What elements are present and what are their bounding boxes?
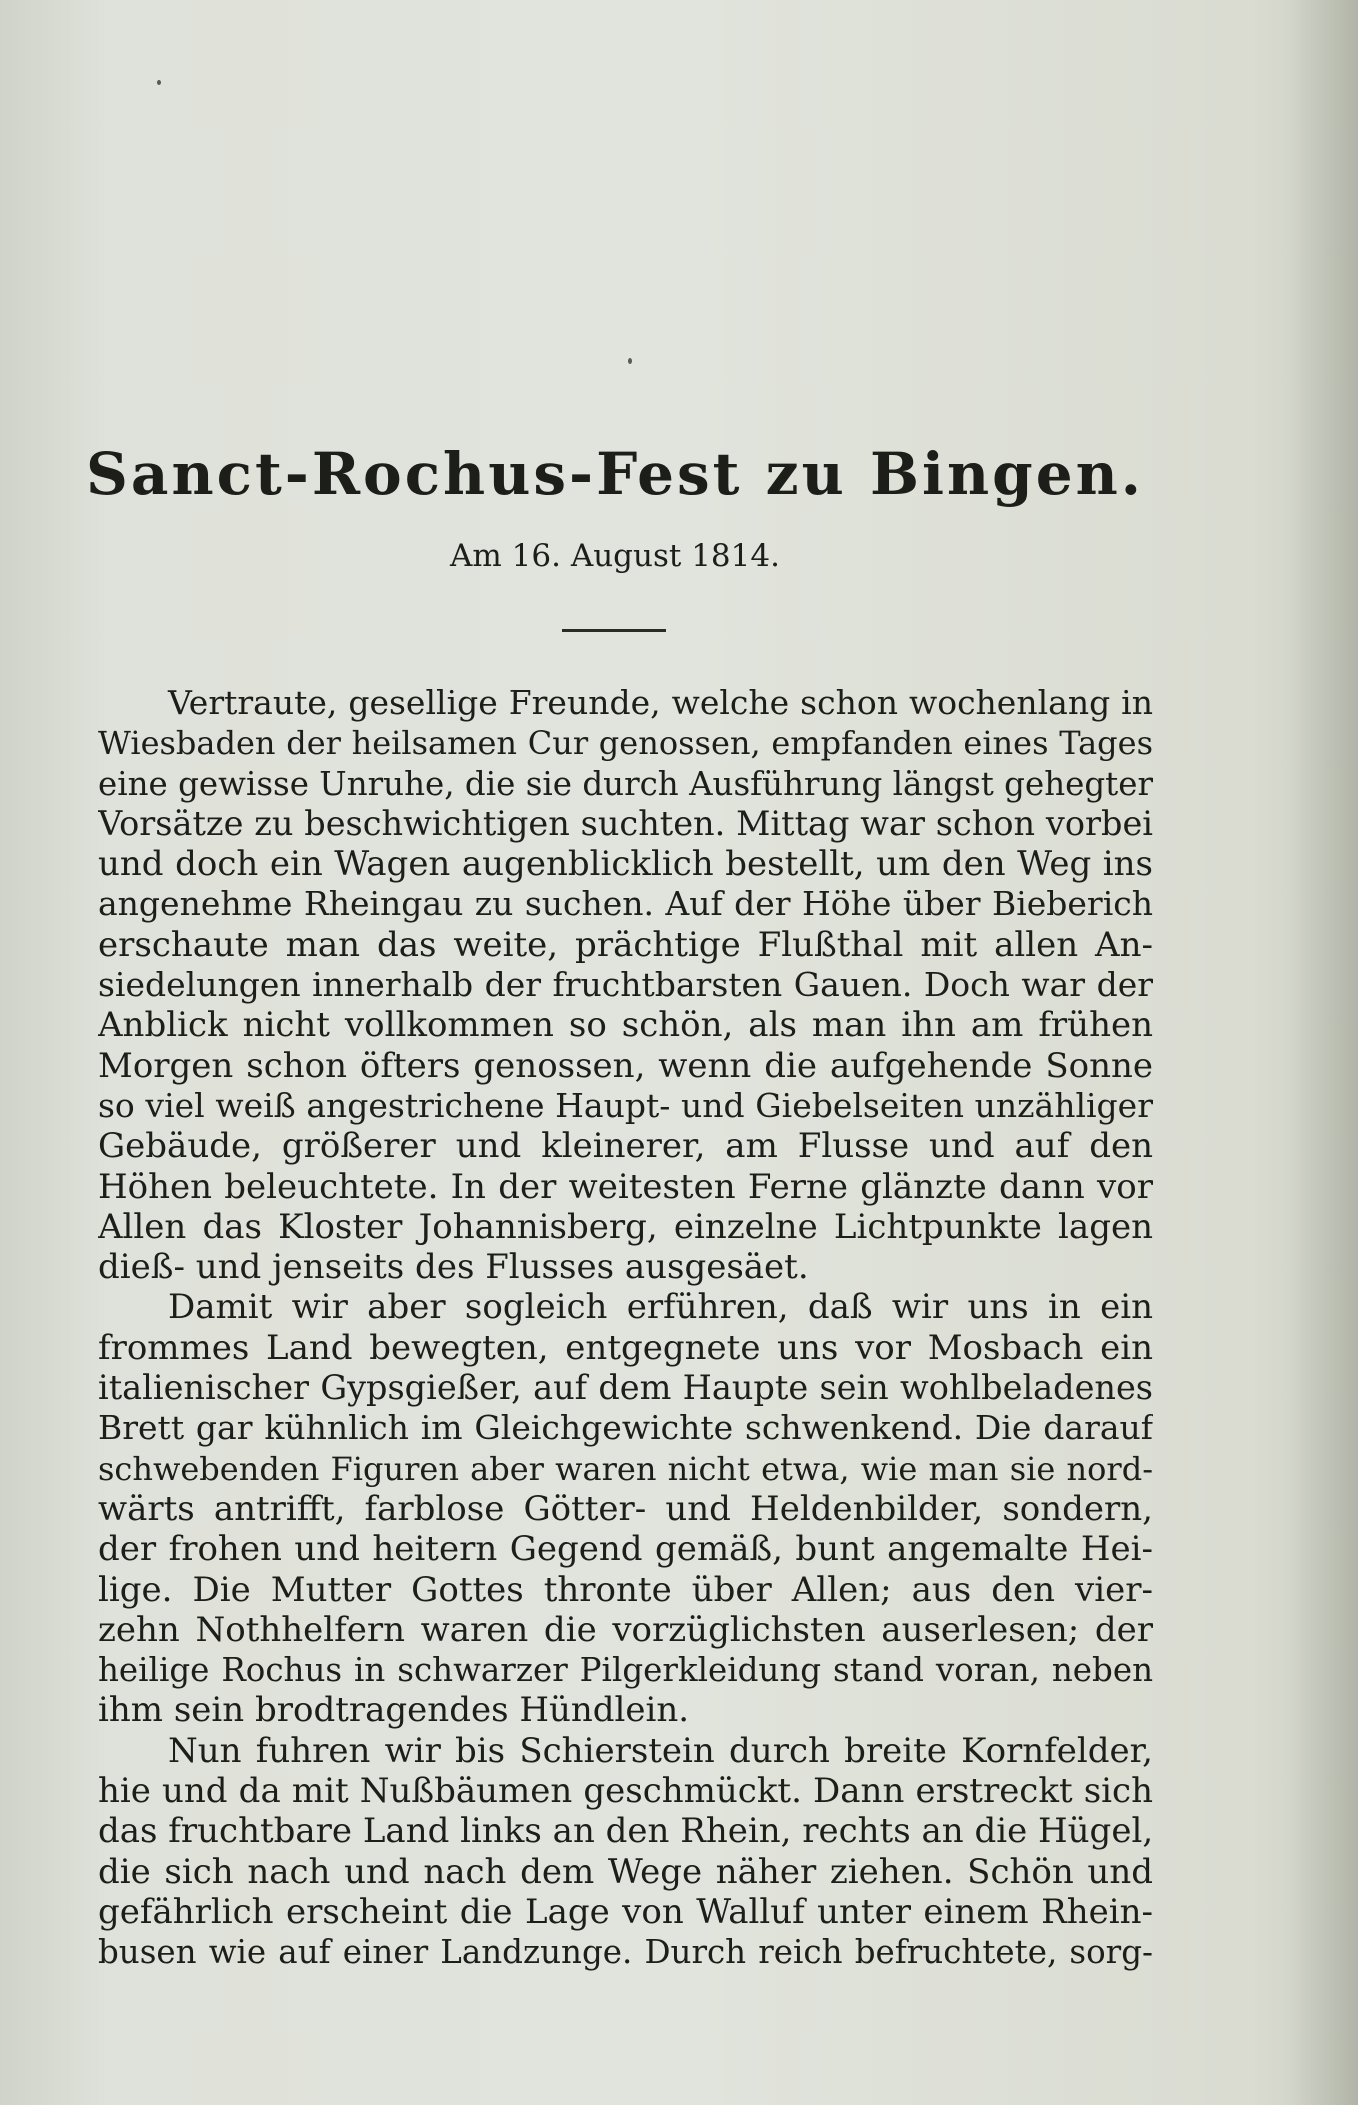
text-line: die sich nach und nach dem Wege näher ziehen. Schön und	[98, 1851, 1153, 1892]
text-line: ihm sein brodtragendes Hündlein.	[98, 1690, 690, 1731]
text-line: wärts antrifft, farblose Götter- und Heldenbilder, sondern,	[98, 1488, 1153, 1529]
text-line: so viel weiß angestrichene Haupt- und Giebelseiten unzähliger	[98, 1085, 1153, 1125]
text-line: Morgen schon öfters genossen, wenn die aufgehende Sonne	[98, 1045, 1153, 1086]
body-text	[98, 683, 1153, 1973]
text-line: eine gewisse Unruhe, die sie durch Ausführung längst gehegter	[98, 764, 1153, 803]
paper-speck	[157, 80, 161, 85]
text-line: gefährlich erscheint die Lage von Walluf unter einem Rhein-	[98, 1891, 1153, 1932]
chapter-date: Am 16. August 1814.	[450, 538, 780, 574]
text-line: das fruchtbare Land links an den Rhein, rechts an die Hügel,	[98, 1811, 1153, 1852]
paragraph	[98, 683, 1153, 1287]
text-line: italienischer Gypsgießer, auf dem Haupte sein wohlbeladenes	[98, 1368, 1153, 1408]
paper-speck	[628, 358, 632, 364]
text-line: frommes Land bewegten, entgegnete uns vor Mosbach ein	[98, 1327, 1153, 1368]
text-line: Damit wir aber sogleich erführen, daß wir uns in ein	[168, 1287, 1153, 1328]
title-divider	[562, 629, 666, 632]
text-line: Vertraute, gesellige Freunde, welche schon wochenlang in	[168, 683, 1153, 722]
text-line: Vorsätze zu beschwichtigen suchten. Mittag war schon vorbei	[98, 803, 1153, 843]
text-line: lige. Die Mutter Gottes thronte über Allen; aus den vier-	[98, 1569, 1153, 1610]
text-line: busen wie auf einer Landzunge. Durch reich befruchtete, sorg-	[98, 1933, 1153, 1972]
text-line: Gebäude, größerer und kleinerer, am Flusse und auf den	[98, 1126, 1153, 1167]
text-line: Anblick nicht vollkommen so schön, als man ihn am frühen	[98, 1005, 1153, 1046]
text-line: und doch ein Wagen augenblicklich bestellt, um den Weg ins	[98, 844, 1153, 885]
text-line: angenehme Rheingau zu suchen. Auf der Höhe über Bieberich	[98, 884, 1153, 924]
text-line: erschaute man das weite, prächtige Flußthal mit allen An-	[98, 924, 1153, 965]
text-line: heilige Rochus in schwarzer Pilgerkleidung stand voran, neben	[98, 1651, 1153, 1690]
text-line: zehn Nothhelfern waren die vorzüglichsten auserlesen; der	[98, 1609, 1153, 1650]
text-line: Brett gar kühnlich im Gleichgewichte schwenkend. Die darauf	[98, 1408, 1153, 1448]
text-line: Nun fuhren wir bis Schierstein durch breite Kornfelder,	[168, 1730, 1153, 1771]
text-line: siedelungen innerhalb der fruchtbarsten Gauen. Doch war der	[98, 965, 1153, 1005]
text-line: schwebenden Figuren aber waren nicht etwa, wie man sie nord-	[98, 1449, 1153, 1488]
text-line: Allen das Kloster Johannisberg, einzelne Lichtpunkte lagen	[98, 1206, 1153, 1247]
text-line: der frohen und heitern Gegend gemäß, bunt angemalte Hei-	[98, 1529, 1153, 1570]
paragraph	[98, 1287, 1153, 1730]
paragraph	[98, 1731, 1153, 1973]
text-line: Wiesbaden der heilsamen Cur genossen, empfanden eines Tages	[98, 724, 1153, 763]
text-line: dieß- und jenseits des Flusses ausgesäet.	[98, 1247, 809, 1288]
text-line: hie und da mit Nußbäumen geschmückt. Dann erstreckt sich	[98, 1771, 1153, 1812]
chapter-title: Sanct-Rochus-Fest zu Bingen.	[86, 440, 1144, 508]
text-line: Höhen beleuchtete. In der weitesten Ferne glänzte dann vor	[98, 1166, 1153, 1207]
